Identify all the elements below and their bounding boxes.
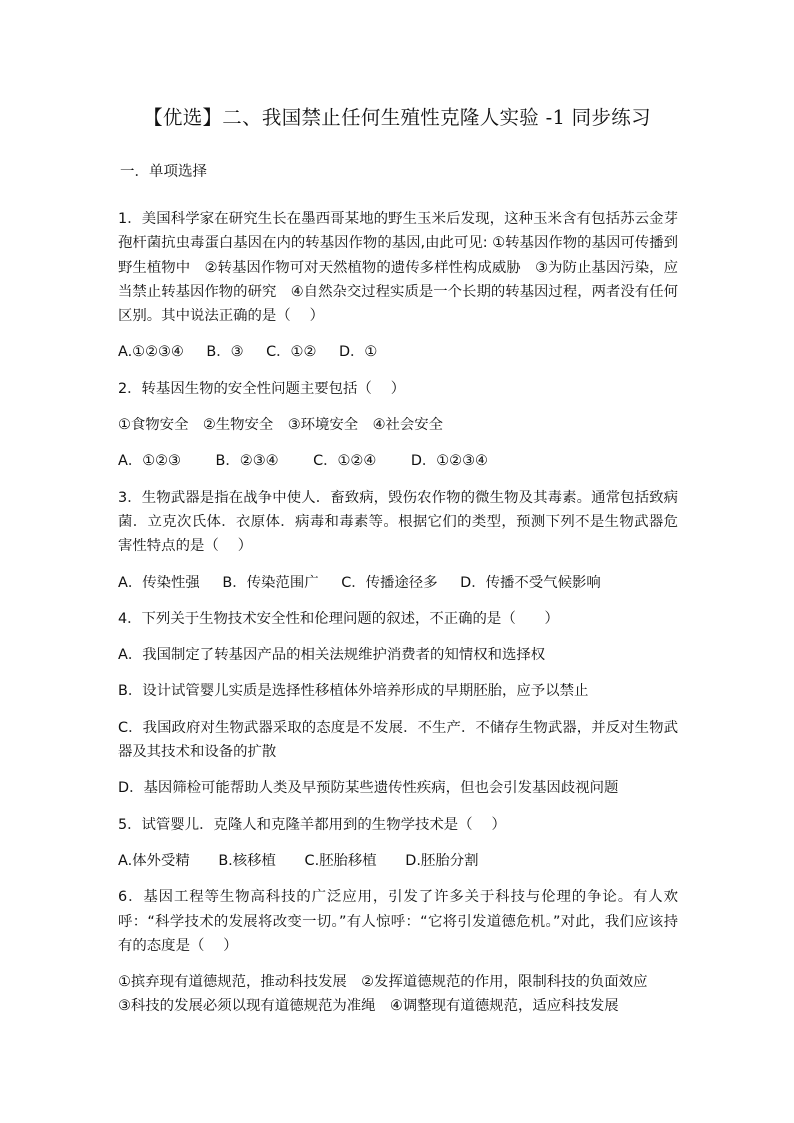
question-list: [118, 207, 678, 1019]
question-5-option-a: A.体外受精: [118, 852, 190, 869]
question-1-option-a: A.①②③④: [118, 344, 184, 361]
question-1-options: [118, 340, 678, 364]
question-6-text: 6．基因工程等生物高科技的广泛应用，引发了许多关于科技与伦理的争论。有人欢呼：“科学技术的发展将改变一切。”有人惊呼：“它将引发道德危机。”对此，我们应该持有的态度是（ ）: [118, 889, 678, 954]
question-3-text: 3．生物武器是指在战争中使人．畜致病，毁伤农作物的微生物及其毒素。通常包括致病菌．立克次氏体．衣原体．病毒和毒素等。根据它们的类型，预测下列不是生物武器危害性特点的是（ ）: [118, 489, 678, 555]
question-5-text: 5．试管婴儿．克隆人和克隆羊都用到的生物学技术是（ ）: [118, 816, 506, 833]
question-2-options: [118, 449, 678, 473]
section-heading: 一．单项选择: [120, 164, 207, 180]
question-4-option-c: C．我国政府对生物武器采取的态度是不发展．不生产．不储存生物武器，并反对生物武器及其技术和设备的扩散: [118, 719, 678, 761]
question-4-option-d: D．基因筛检可能帮助人类及早预防某些遗传性疾病，但也会引发基因歧视问题: [118, 780, 619, 797]
question-2-items: ①食物安全 ②生物安全 ③环境安全 ④社会安全: [118, 417, 444, 434]
question-2-text: 2．转基因生物的安全性问题主要包括（ ）: [118, 380, 406, 397]
question-5-option-c: C.胚胎移植: [304, 852, 377, 869]
question-3-option-b: B．传染范围广: [222, 574, 319, 591]
question-2-option-b: B．②③④: [215, 453, 279, 470]
question-5-option-d: D.胚胎分割: [405, 852, 479, 869]
question-4-option-a: A．我国制定了转基因产品的相关法规维护消费者的知情权和选择权: [118, 647, 546, 664]
question-5-option-b: B.核移植: [218, 852, 276, 869]
question-1-text: 1．美国科学家在研究生长在墨西哥某地的野生玉米后发现，这种玉米含有包括苏云金芽孢杆菌抗虫毒蛋白基因在内的转基因作物的基因,由此可见: ①转基因作物的基因可传播到野生植物中 ②转基因作物可对天然植物的遗传多样性构成威胁 ③为防止基因污染，应当禁止转基因作物的研究 ④自然杂交过程实质是一个长期的转基因过程，两者没有任何区别。其中说法正确的是（ ）: [118, 211, 678, 325]
question-6-choice-line-1: ①摈弃现有道德规范，推动科技发展 ②发挥道德规范的作用，限制科技的负面效应: [118, 974, 648, 991]
question-3-option-a: A．传染性强: [118, 574, 200, 591]
question-5-options: [118, 849, 678, 873]
question-6-choice-line-2: ③科技的发展必须以现有道德规范为准绳 ④调整现有道德规范，适应科技发展: [118, 998, 619, 1015]
question-3-option-d: D．传播不受气候影响: [460, 574, 601, 591]
question-4-text: 4．下列关于生物技术安全性和伦理问题的叙述，不正确的是（ ）: [118, 610, 559, 627]
question-3-options: [118, 571, 678, 595]
question-1-option-c: C．①②: [266, 344, 317, 361]
question-2-option-d: D．①②③④: [410, 453, 488, 470]
page-title: 【优选】二、我国禁止任何生殖性克隆人实验 -1 同步练习: [143, 106, 651, 129]
question-2-option-c: C．①②④: [313, 453, 377, 470]
question-4-option-b: B．设计试管婴儿实质是选择性移植体外培养形成的早期胚胎，应予以禁止: [118, 683, 589, 700]
question-2-option-a: A．①②③: [118, 453, 181, 470]
question-1-option-b: B．③: [206, 344, 244, 361]
question-1-option-d: D．①: [338, 344, 378, 361]
question-3-option-c: C．传播途径多: [341, 574, 438, 591]
